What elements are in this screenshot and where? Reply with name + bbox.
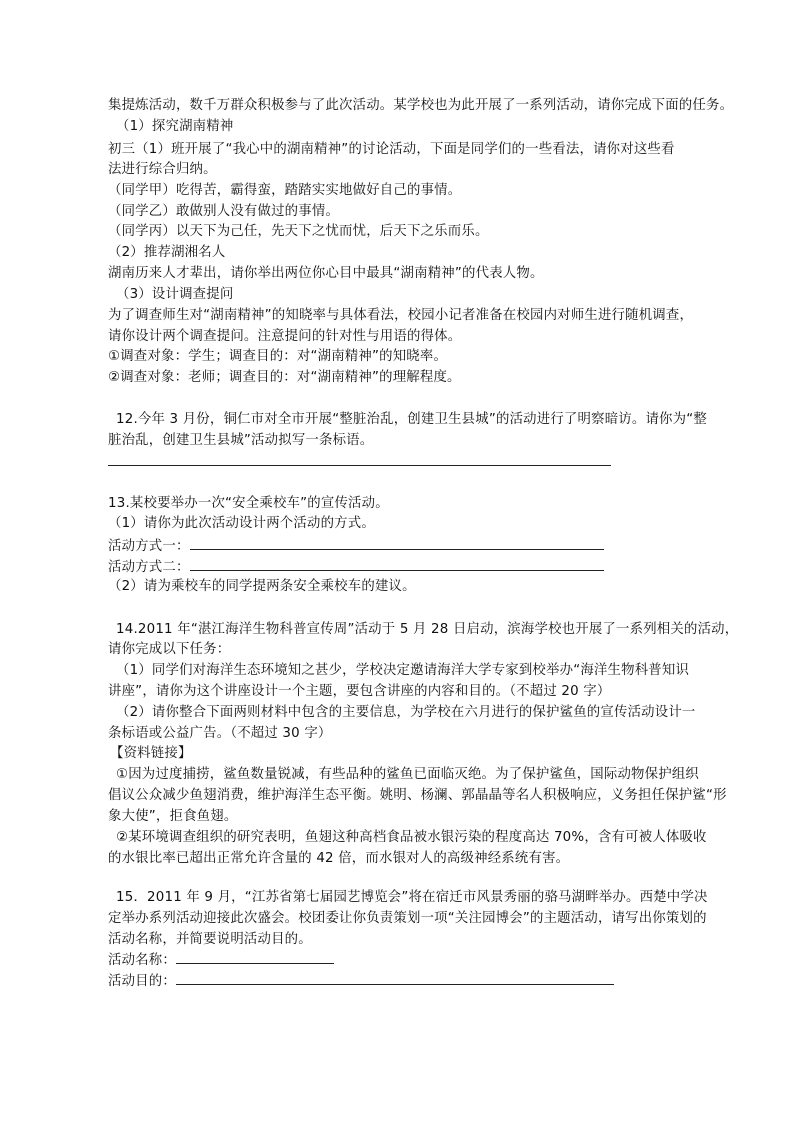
part2-text: 湖南历来人才辈出，请你举出两位你心目中最具“湖南精神”的代表人物。: [108, 266, 544, 281]
q14-material-1-end: 象大使”，拒食鱼翅。: [108, 809, 238, 824]
q15-purpose-answer-line[interactable]: [176, 971, 614, 985]
q14-link-title: 【资料链接】: [110, 746, 192, 761]
survey-item-2: ②调查对象：老师；调查目的：对“湖南精神”的理解程度。: [108, 370, 461, 385]
part3-title: （3）设计调查提问: [116, 287, 234, 302]
q14-sub1: （1）同学们对海洋生态环境知之甚少，学校决定邀请海洋大学专家到校举办“海洋生物科普知识: [116, 663, 690, 678]
q13-way2-row: [108, 557, 604, 578]
q15-name-label: 活动名称：: [108, 953, 176, 968]
q14-sub2: （2）请你整合下面两则材料中包含的主要信息，为学校在六月进行的保护鲨鱼的宣传活动设计一: [116, 705, 696, 720]
student-a-opinion: （同学甲）吃得苦，霸得蛮，踏踏实实地做好自己的事情。: [108, 183, 462, 198]
q14-material-1: ①因为过度捕捞，鲨鱼数量锐减，有些品种的鲨鱼已面临灭绝。为了保护鲨鱼，国际动物保护组织: [116, 767, 700, 782]
intro-line: 集提炼活动，数千万群众积极参与了此次活动。某学校也为此开展了一系列活动，请你完成下面的任务。: [108, 98, 734, 113]
q12-prompt-cont: 脏治乱，创建卫生县城”活动拟写一条标语。: [108, 433, 374, 448]
q13-prompt: 13.某校要举办一次“安全乘校车”的宣传活动。: [108, 496, 389, 511]
student-b-opinion: （同学乙）敢做别人没有做过的事情。: [108, 204, 340, 219]
q14-prompt: 14.2011 年“湛江海洋生物科普宣传周”活动于 5 月 28 日启动，滨海学校也开展了一系列相关的活动，: [116, 622, 739, 637]
q12-prompt: 12.今年 3 月份，铜仁市对全市开展“整脏治乱，创建卫生县城”的活动进行了明察暗访。请你为“整: [116, 412, 707, 427]
q13-way2-label: 活动方式二：: [108, 560, 190, 575]
q14-material-2: ②某环境调查组织的研究表明，鱼翅这种高档食品被水银污染的程度高达 70%，含有可被人体吸收: [116, 830, 707, 845]
part3-text: 为了调查师生对“湖南精神”的知晓率与具体看法，校园小记者准备在校园内对师生进行随机调查，: [108, 308, 694, 323]
q14-sub1-cont: 讲座”，请你为这个讲座设计一个主题，要包含讲座的内容和目的。（不超过 20 字）: [108, 684, 611, 699]
q15-name-row: [108, 950, 334, 971]
survey-item-1: ①调查对象：学生；调查目的：对“湖南精神”的知晓率。: [108, 349, 448, 364]
q15-prompt-cont: 定举办系列活动迎接此次盛会。校团委让你负责策划一项“关注园博会”的主题活动，请写出你策划的: [108, 911, 707, 926]
part1-title: （1）探究湖南精神: [116, 119, 234, 134]
q13-way2-answer-line[interactable]: [190, 557, 604, 571]
q15-prompt-end: 活动名称，并简要说明活动目的。: [108, 932, 312, 947]
q15-purpose-label: 活动目的：: [108, 974, 176, 989]
part1-text: 初三（1）班开展了“我心中的湖南精神”的讨论活动，下面是同学们的一些看法，请你对这些看: [108, 142, 675, 157]
q14-material-2-cont: 的水银比率已超出正常允许含量的 42 倍，而水银对人的高级神经系统有害。: [108, 851, 570, 866]
q12-answer-line[interactable]: [108, 465, 611, 466]
q15-purpose-row: [108, 971, 614, 992]
q14-material-1-cont: 倡议公众减少鱼翅消费，维护海洋生态平衡。姚明、杨澜、郭晶晶等名人积极响应，义务担任保护鲨“形: [108, 788, 727, 803]
q13-sub1: （1）请你为此次活动设计两个活动的方式。: [108, 516, 375, 531]
q15-name-answer-line[interactable]: [176, 950, 334, 964]
part3-text-cont: 请你设计两个调查提问。注意提问的针对性与用语的得体。: [108, 329, 462, 344]
q13-way1-row: [108, 536, 604, 557]
q13-sub2: （2）请为乘校车的同学提两条安全乘校车的建议。: [108, 579, 416, 594]
part1-text-cont: 法进行综合归纳。: [108, 162, 217, 177]
q13-way1-label: 活动方式一：: [108, 539, 190, 554]
part2-title: （2）推荐湖湘名人: [108, 245, 226, 260]
q14-sub2-cont: 条标语或公益广告。（不超过 30 字）: [108, 726, 332, 741]
student-c-opinion: （同学丙）以天下为己任，先天下之忧而忧，后天下之乐而乐。: [108, 224, 489, 239]
q13-way1-answer-line[interactable]: [190, 536, 604, 550]
q14-prompt-cont: 请你完成以下任务：: [108, 642, 231, 657]
q15-prompt: 15．2011 年 9 月，“江苏省第七届园艺博览会”将在宿迁市风景秀丽的骆马湖畔举办。西楚中学决: [116, 890, 708, 905]
